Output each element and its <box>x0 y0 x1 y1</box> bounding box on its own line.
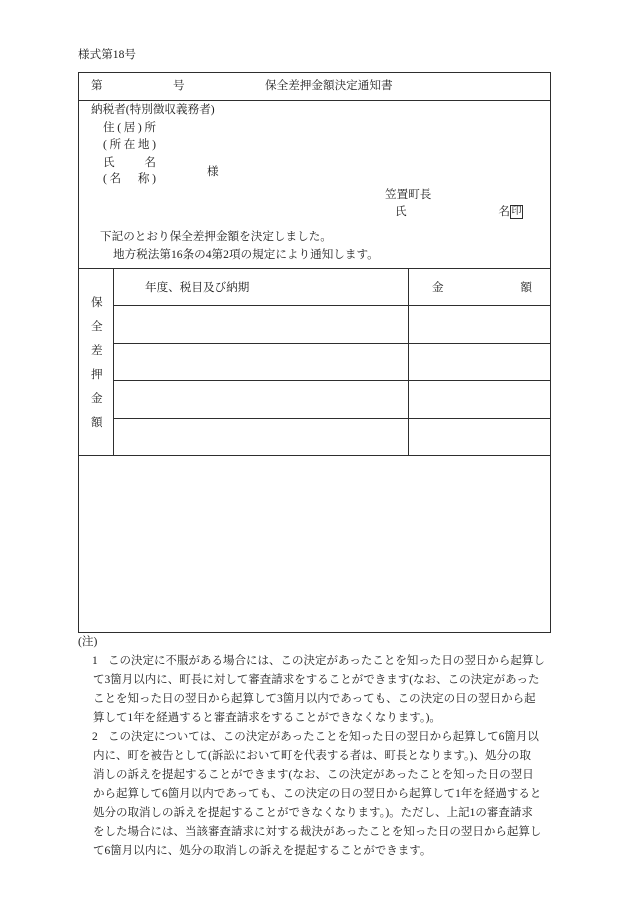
amount-table-row <box>114 343 550 380</box>
period-header-cell <box>114 269 409 305</box>
notice-title: 保全差押金額決定通知書 <box>265 79 393 92</box>
note-line <box>92 785 545 804</box>
body-text-line: 地方税法第16条の4第2項の規定により通知します。 <box>113 248 379 261</box>
note-line <box>92 690 545 709</box>
amount-section-label-cell <box>79 269 114 455</box>
amount-header: 金 額 <box>432 281 532 295</box>
note-number: 2 <box>92 731 98 743</box>
taxpayer-name-label: 氏 名 <box>103 156 156 169</box>
note-line <box>92 728 545 747</box>
seal-mark: 印 <box>511 206 522 217</box>
amount-table <box>79 268 550 456</box>
note-text: 内に、町を被告として(訴訟において町を代表する者は、町長となります。)、処分の取 <box>93 750 531 762</box>
note-line <box>92 804 545 823</box>
notice-number-suffix: 号 <box>173 79 185 92</box>
note-text: ことを知った日の翌日から起算して3箇月以内であっても、この決定の日の翌日から起 <box>93 693 536 705</box>
note-text: をした場合には、当該審査請求に対する裁決があったことを知った日の翌日から起算し <box>93 826 542 838</box>
taxpayer-honorific: 様 <box>207 165 219 178</box>
note-text: この決定については、この決定があったことを知った日の翌日から起算して6箇月以 <box>108 731 539 743</box>
notice-number-prefix: 第 <box>91 79 103 92</box>
note-line <box>92 823 545 842</box>
header-divider <box>79 100 550 101</box>
body-text-line: 下記のとおり保全差押金額を決定しました。 <box>100 230 332 243</box>
amount-table-body <box>114 269 550 455</box>
amount-cell <box>409 306 550 342</box>
note-item <box>92 728 545 861</box>
amount-table-row <box>114 418 550 455</box>
amount-table-header <box>114 269 550 305</box>
period-header: 年度、税目及び納期 <box>145 281 250 295</box>
period-cell <box>114 419 409 455</box>
amount-table-row <box>114 305 550 342</box>
form-number: 様式第18号 <box>78 48 136 61</box>
notes-heading: (注) <box>78 635 98 648</box>
note-line <box>92 842 545 861</box>
note-text: この決定に不服がある場合には、この決定があったことを知った日の翌日から起算し <box>108 655 545 667</box>
taxpayer-heading: 納税者(特別徴収義務者) <box>91 103 215 116</box>
period-cell <box>114 381 409 417</box>
note-text: から起算して6箇月以内であっても、この決定の日の翌日から起算して1年を経過すると <box>93 788 542 800</box>
note-line <box>92 671 545 690</box>
amount-cell <box>409 419 550 455</box>
note-line <box>92 652 545 671</box>
issuer-name-label: 氏 名 <box>395 205 510 218</box>
period-cell <box>114 306 409 342</box>
issuer-title: 笠置町長 <box>385 188 432 201</box>
amount-cell <box>409 344 550 380</box>
amount-header-cell <box>409 269 550 305</box>
taxpayer-location-label: (所在地) <box>103 138 156 151</box>
amount-section-label: 保全差押金額 <box>89 296 103 441</box>
notes-list <box>92 652 545 861</box>
taxpayer-corp-name-label: (名 称) <box>103 172 156 185</box>
period-cell <box>114 344 409 380</box>
note-line <box>92 766 545 785</box>
note-text: 処分の取消しの訴えを提起することができなくなります。)。ただし、上記1の審査請求 <box>93 807 533 819</box>
note-text: て3箇月以内に、町長に対して審査請求をすることができます(なお、この決定があった <box>93 674 540 686</box>
amount-table-row <box>114 380 550 417</box>
note-item <box>92 652 545 728</box>
note-text: 消しの訴えを提起することができます(なお、この決定があったことを知った日の翌日 <box>93 769 534 781</box>
amount-cell <box>409 381 550 417</box>
taxpayer-address-label: 住(居)所 <box>103 121 156 134</box>
note-number: 1 <box>92 655 98 667</box>
note-text: 算して1年を経過すると審査請求をすることができなくなります。)。 <box>93 712 441 724</box>
note-text: て6箇月以内に、処分の取消しの訴えを提起することができます。 <box>93 845 432 857</box>
note-line <box>92 709 545 728</box>
note-line <box>92 747 545 766</box>
